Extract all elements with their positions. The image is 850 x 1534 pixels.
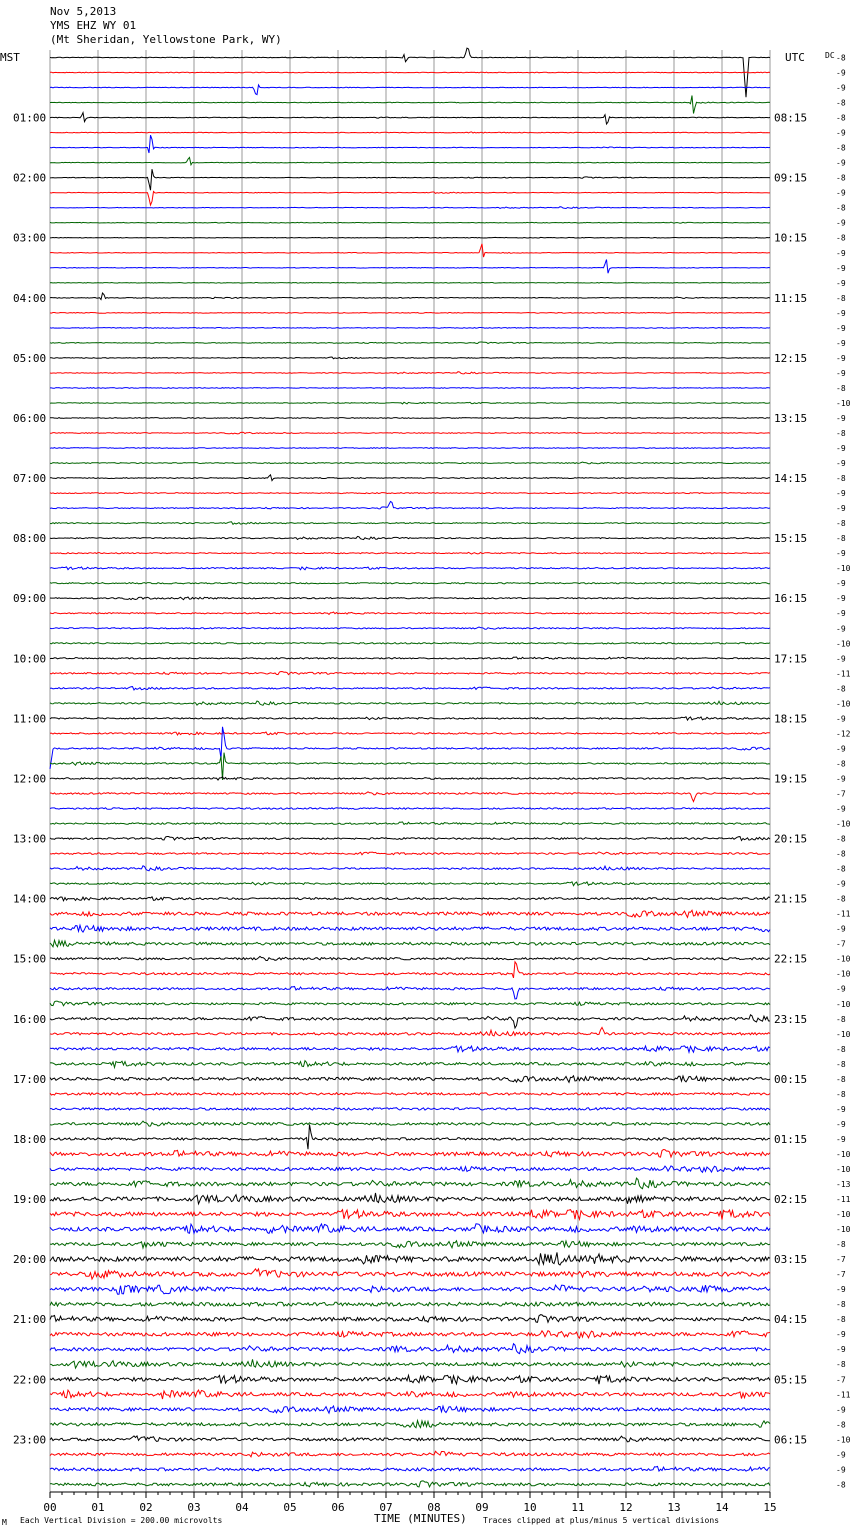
trace-86 (50, 1344, 770, 1354)
hour-label-utc: 22:15 (774, 952, 808, 966)
dc-offset-label: -9 (836, 744, 846, 754)
trace-54 (50, 866, 770, 871)
x-tick-label: 15 (763, 1501, 777, 1514)
trace-5 (50, 132, 770, 133)
dc-offset-label: -10 (836, 1225, 850, 1235)
trace-32 (50, 536, 770, 539)
header-station: YMS EHZ WY 01 (50, 19, 137, 32)
trace-50 (50, 808, 770, 810)
dc-offset-label: -11 (836, 1390, 850, 1400)
x-tick-label: 02 (139, 1501, 153, 1514)
x-tick-label: 04 (235, 1501, 249, 1514)
dc-offset-label: -9 (836, 489, 846, 499)
trace-26 (50, 448, 770, 449)
dc-offset-label: -8 (836, 53, 846, 63)
trace-64 (50, 1015, 770, 1028)
corner-mark: M (2, 1518, 7, 1527)
right-timezone-label: UTC (785, 51, 805, 64)
dc-offset-label: -10 (836, 699, 850, 709)
hour-label-mst: 11:00 (13, 712, 47, 726)
dc-offset-label: -9 (836, 353, 846, 363)
hour-label-utc: 02:15 (774, 1193, 808, 1207)
hour-label-mst: 23:00 (13, 1433, 47, 1447)
hour-label-mst: 02:00 (13, 171, 47, 185)
hour-label-utc: 19:15 (774, 772, 808, 786)
dc-offset-label: -9 (836, 248, 846, 258)
hour-label-mst: 19:00 (13, 1193, 47, 1207)
dc-offset-label: -9 (836, 984, 846, 994)
dc-offset-label: -9 (836, 504, 846, 514)
dc-offset-label: -8 (836, 293, 846, 303)
trace-80 (50, 1252, 770, 1265)
trace-49 (50, 792, 770, 802)
x-tick-label: 01 (91, 1501, 105, 1514)
dc-offset-label: -9 (836, 1134, 846, 1144)
trace-20 (50, 357, 770, 359)
hour-label-mst: 20:00 (13, 1253, 47, 1267)
trace-63 (50, 1001, 770, 1006)
trace-81 (50, 1269, 770, 1279)
trace-37 (50, 612, 770, 614)
minute-grid (50, 50, 770, 1492)
hour-label-mst: 09:00 (13, 592, 47, 606)
dc-offset-label: -9 (836, 368, 846, 378)
dc-offset-label: -8 (836, 383, 846, 393)
hour-label-utc: 01:15 (774, 1132, 808, 1146)
dc-offset-label: -8 (836, 1074, 846, 1084)
dc-offset-label: -9 (836, 624, 846, 634)
dc-offset-label: -10 (836, 1029, 850, 1039)
hour-label-utc: 13:15 (774, 411, 808, 425)
trace-9 (50, 192, 770, 206)
dc-offset-label: -8 (836, 1089, 846, 1099)
trace-70 (50, 1108, 770, 1110)
dc-offset-label: -8 (836, 519, 846, 529)
dc-offset-label: -10 (836, 1149, 850, 1159)
hour-label-utc: 17:15 (774, 652, 808, 666)
trace-15 (50, 283, 770, 284)
dc-offset-label: -7 (836, 1255, 846, 1265)
trace-68 (50, 1076, 770, 1083)
trace-30 (50, 502, 770, 509)
dc-offset-label: -9 (836, 1285, 846, 1295)
dc-offset-label: -8 (836, 113, 846, 123)
dc-offset-label: -10 (836, 398, 850, 408)
x-tick-label: 07 (379, 1501, 393, 1514)
hour-label-mst: 15:00 (13, 952, 47, 966)
dc-offset-label: -8 (836, 173, 846, 183)
hour-label-mst: 17:00 (13, 1072, 47, 1086)
dc-offset-label: -9 (836, 714, 846, 724)
hour-label-utc: 04:15 (774, 1313, 808, 1327)
dc-offset-label: -8 (836, 864, 846, 874)
dc-offset-label: -10 (836, 639, 850, 649)
dc-offset-label: -9 (836, 158, 846, 168)
trace-89 (50, 1390, 770, 1399)
trace-36 (50, 597, 770, 600)
x-tick-label: 09 (475, 1501, 489, 1514)
dc-offset-label: -8 (836, 1014, 846, 1024)
hour-label-utc: 06:15 (774, 1433, 808, 1447)
trace-88 (50, 1375, 770, 1384)
hour-label-utc: 20:15 (774, 832, 808, 846)
dc-offset-label: -11 (836, 1195, 850, 1205)
dc-offset-label: -9 (836, 83, 846, 93)
dc-offset-label: -9 (836, 579, 846, 589)
dc-offset-label: -8 (836, 233, 846, 243)
hour-label-utc: 00:15 (774, 1072, 808, 1086)
trace-85 (50, 1331, 770, 1338)
x-axis-title: TIME (MINUTES) (374, 1512, 467, 1525)
hour-label-mst: 13:00 (13, 832, 47, 846)
trace-33 (50, 552, 770, 554)
left-timezone-label: MST (0, 51, 20, 64)
dc-offset-label: -9 (836, 128, 846, 138)
trace-23 (50, 402, 770, 404)
trace-14 (50, 260, 770, 274)
hour-label-utc: 16:15 (774, 592, 808, 606)
dc-offset-label: -9 (836, 1330, 846, 1340)
trace-82 (50, 1285, 770, 1294)
trace-21 (50, 372, 770, 374)
dc-offset-label: -8 (836, 834, 846, 844)
trace-48 (50, 777, 770, 780)
dc-offset-label: -10 (836, 954, 850, 964)
dc-offset-label: -9 (836, 444, 846, 454)
dc-offset-label: -10 (836, 999, 850, 1009)
trace-13 (50, 244, 770, 257)
trace-52 (50, 837, 770, 841)
trace-56 (50, 897, 770, 901)
trace-74 (50, 1166, 770, 1172)
trace-93 (50, 1451, 770, 1457)
trace-28 (50, 475, 770, 481)
dc-offset-label: -8 (836, 1044, 846, 1054)
x-tick-label: 08 (427, 1501, 441, 1514)
dc-offset-label: -8 (836, 1300, 846, 1310)
trace-61 (50, 962, 770, 978)
trace-57 (50, 910, 770, 917)
x-tick-label: 06 (331, 1501, 345, 1514)
trace-12 (50, 237, 770, 238)
trace-44 (50, 717, 770, 720)
dc-offset-label: -7 (836, 939, 846, 949)
dc-offset-label: -8 (836, 684, 846, 694)
dc-offset-label: -9 (836, 774, 846, 784)
dc-offset-label: -8 (836, 429, 846, 438)
dc-offset-label: -10 (836, 1435, 850, 1445)
trace-3 (50, 96, 770, 114)
dc-offset-label: -11 (836, 669, 850, 679)
x-tick-label: 13 (667, 1501, 681, 1514)
x-tick-label: 00 (43, 1501, 57, 1514)
hour-label-utc: 15:15 (774, 532, 808, 546)
dc-offset-label: -9 (836, 218, 846, 228)
dc-offset-label: -9 (836, 654, 846, 664)
trace-45 (50, 732, 770, 735)
dc-offset-label: -7 (836, 1270, 846, 1280)
hour-label-utc: 03:15 (774, 1253, 808, 1267)
dc-offset-label: -9 (836, 1465, 846, 1475)
dc-offset-label: -9 (836, 1345, 846, 1355)
trace-22 (50, 387, 770, 388)
trace-38 (50, 627, 770, 629)
dc-offset-label: -8 (836, 1315, 846, 1325)
dc-offset-label: -9 (836, 338, 846, 348)
trace-11 (50, 222, 770, 223)
footer (2, 1512, 719, 1527)
dc-offset-label: -7 (836, 789, 846, 799)
trace-40 (50, 657, 770, 659)
hour-label-utc: 12:15 (774, 351, 808, 365)
dc-offset-label: -9 (836, 1119, 846, 1129)
hour-label-mst: 21:00 (13, 1313, 47, 1327)
trace-53 (50, 852, 770, 855)
dc-offset-label: -9 (836, 278, 846, 288)
trace-47 (50, 753, 770, 780)
trace-77 (50, 1210, 770, 1220)
header-location: (Mt Sheridan, Yellowstone Park, WY) (50, 33, 282, 46)
x-tick-label: 10 (523, 1501, 537, 1514)
dc-offset-label: -9 (836, 188, 846, 198)
trace-94 (50, 1466, 770, 1471)
hour-label-mst: 18:00 (13, 1132, 47, 1146)
trace-24 (50, 418, 770, 419)
dc-offset-label: -10 (836, 1164, 850, 1174)
trace-78 (50, 1224, 770, 1234)
dc-offset-label: -9 (836, 1405, 846, 1415)
hour-label-utc: 08:15 (774, 111, 808, 125)
dc-offset-label: -9 (836, 609, 846, 619)
header-date: Nov 5,2013 (50, 5, 117, 18)
dc-offset-label: -10 (836, 819, 850, 829)
hour-label-utc: 14:15 (774, 472, 808, 486)
hour-label-mst: 12:00 (13, 772, 47, 786)
hour-label-mst: 04:00 (13, 291, 47, 305)
trace-51 (50, 822, 770, 825)
dc-offset-label: -8 (836, 1360, 846, 1370)
trace-95 (50, 1481, 770, 1487)
trace-8 (50, 169, 770, 190)
hour-label-mst: 05:00 (13, 351, 47, 365)
x-tick-label: 05 (283, 1501, 297, 1514)
trace-17 (50, 313, 770, 314)
dc-offset-label: -9 (836, 68, 846, 78)
trace-1 (50, 72, 770, 73)
trace-65 (50, 1027, 770, 1036)
x-tick-label: 03 (187, 1501, 201, 1514)
clip-note: Traces clipped at plus/minus 5 vertical divisions (483, 1516, 720, 1525)
trace-55 (50, 882, 770, 886)
trace-39 (50, 643, 770, 644)
trace-58 (50, 925, 770, 932)
dc-offset-label: -9 (836, 1450, 846, 1460)
hour-label-mst: 03:00 (13, 231, 47, 245)
dc-offset-label: -8 (836, 98, 846, 108)
trace-27 (50, 462, 770, 464)
trace-42 (50, 687, 770, 690)
dc-offset-label: -8 (836, 1480, 846, 1490)
dc-offset-label: -8 (836, 849, 846, 859)
hour-label-utc: 10:15 (774, 231, 808, 245)
trace-18 (50, 328, 770, 329)
trace-90 (50, 1406, 770, 1413)
dc-offset-label: -10 (836, 1210, 850, 1220)
trace-10 (50, 207, 770, 209)
trace-62 (50, 987, 770, 999)
trace-72 (50, 1125, 770, 1150)
trace-92 (50, 1436, 770, 1442)
trace-75 (50, 1178, 770, 1189)
trace-group (50, 48, 770, 1487)
trace-83 (50, 1302, 770, 1306)
trace-66 (50, 1046, 770, 1052)
trace-25 (50, 432, 770, 434)
dc-label: DC (825, 51, 835, 60)
trace-84 (50, 1315, 770, 1323)
hour-label-utc: 18:15 (774, 712, 808, 726)
trace-91 (50, 1421, 770, 1428)
hour-label-mst: 06:00 (13, 411, 47, 425)
dc-offset-label: -8 (836, 1240, 846, 1250)
trace-59 (50, 940, 770, 947)
dc-offset-label: -9 (836, 413, 846, 423)
dc-offset-label: -8 (836, 203, 846, 213)
dc-offset-label: -8 (836, 143, 846, 153)
trace-67 (50, 1061, 770, 1068)
dc-offset-label: -10 (836, 564, 850, 574)
trace-35 (50, 583, 770, 584)
dc-offset-label: -11 (836, 909, 850, 919)
trace-7 (50, 158, 770, 165)
dc-offset-label: -9 (836, 1104, 846, 1114)
dc-offset-label: -8 (836, 759, 846, 769)
hour-label-mst: 01:00 (13, 111, 47, 125)
dc-offset-label: -12 (836, 729, 850, 739)
dc-offset-label: -8 (836, 534, 846, 544)
dc-offset-label: -9 (836, 459, 846, 469)
trace-60 (50, 956, 770, 960)
dc-offset-label: -9 (836, 594, 846, 604)
trace-79 (50, 1241, 770, 1248)
trace-29 (50, 493, 770, 494)
trace-19 (50, 342, 770, 344)
dc-offset-label: -8 (836, 1420, 846, 1430)
trace-43 (50, 701, 770, 705)
trace-41 (50, 672, 770, 675)
hour-label-utc: 21:15 (774, 892, 808, 906)
hour-label-mst: 10:00 (13, 652, 47, 666)
hour-label-utc: 05:15 (774, 1373, 808, 1387)
trace-71 (50, 1121, 770, 1126)
dc-offset-label: -8 (836, 1059, 846, 1069)
trace-31 (50, 522, 770, 525)
trace-16 (50, 293, 770, 300)
hour-label-mst: 08:00 (13, 532, 47, 546)
x-axis (43, 1492, 776, 1514)
trace-73 (50, 1150, 770, 1158)
dc-offset-label: -7 (836, 1375, 846, 1385)
trace-4 (50, 113, 770, 124)
x-tick-label: 11 (571, 1501, 585, 1514)
dc-offset-label: -9 (836, 804, 846, 814)
hour-label-mst: 07:00 (13, 472, 47, 486)
hour-label-mst: 14:00 (13, 892, 47, 906)
hour-label-mst: 16:00 (13, 1012, 47, 1026)
dc-offset-label: -8 (836, 474, 846, 484)
scale-note: Each Vertical Division = 200.00 microvolts (20, 1516, 223, 1525)
trace-2 (50, 85, 770, 95)
trace-76 (50, 1193, 770, 1204)
x-tick-label: 14 (715, 1501, 729, 1514)
dc-offset-label: -8 (836, 894, 846, 904)
trace-6 (50, 135, 770, 153)
dc-offset-label: -9 (836, 263, 846, 273)
hour-label-utc: 09:15 (774, 171, 808, 185)
hour-label-mst: 22:00 (13, 1373, 47, 1387)
dc-offset-label: -9 (836, 308, 846, 318)
trace-87 (50, 1359, 770, 1368)
dc-offset-label: -13 (836, 1180, 850, 1189)
dc-offset-label: -9 (836, 323, 846, 333)
trace-34 (50, 567, 770, 570)
x-tick-label: 12 (619, 1501, 633, 1514)
dc-offset-label: -9 (836, 924, 846, 934)
hour-label-utc: 11:15 (774, 291, 808, 305)
trace-69 (50, 1093, 770, 1095)
dc-offset-label: -10 (836, 969, 850, 979)
dc-offset-label: -9 (836, 549, 846, 559)
hour-label-utc: 23:15 (774, 1012, 808, 1026)
dc-offset-label: -9 (836, 879, 846, 889)
